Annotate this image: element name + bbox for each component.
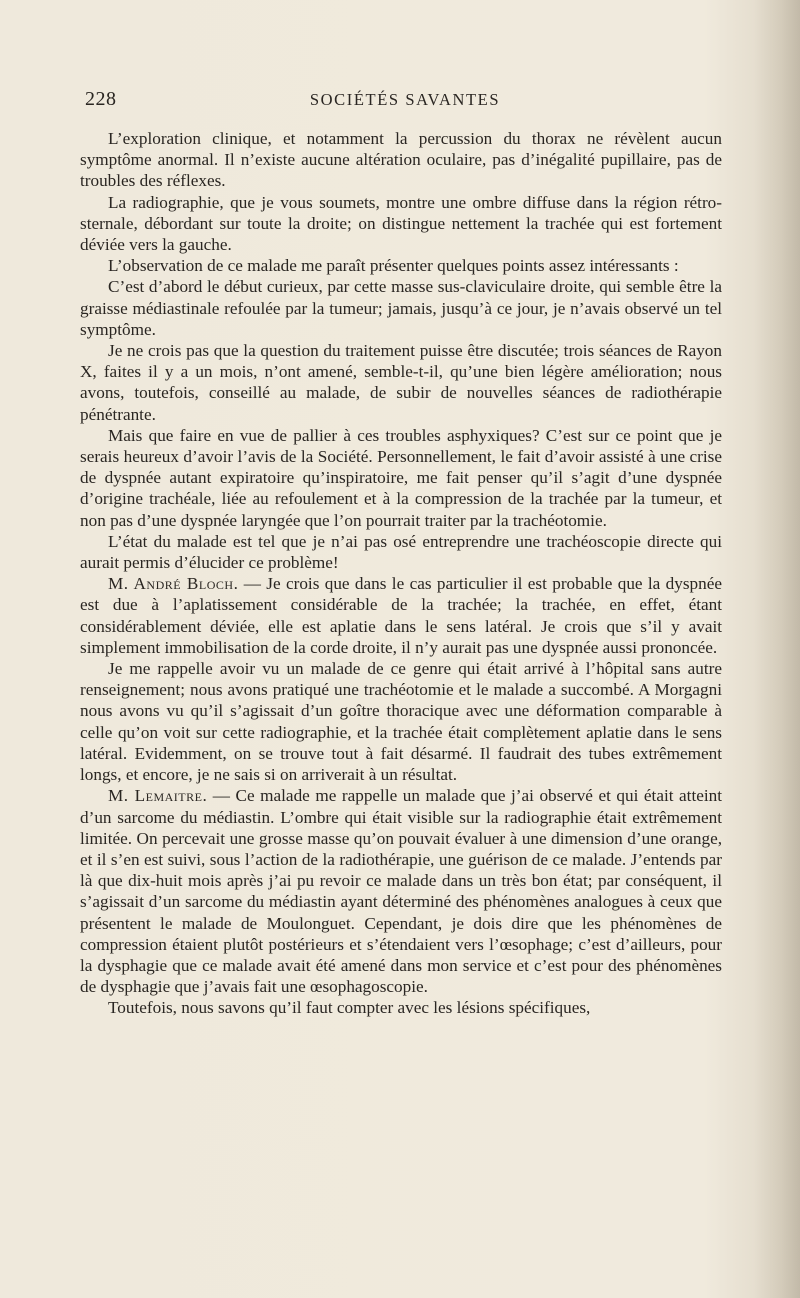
paragraph [80,276,722,340]
paragraph [80,255,722,276]
running-head: SOCIÉTÉS SAVANTES [309,90,501,109]
paragraph [80,425,722,531]
paragraph [80,658,722,785]
speaker-name: M. André Bloch. [108,574,239,594]
page-header [85,88,725,114]
paragraph-text: Je me rappelle avoir vu un malade de ce genre qui était arrivé à l’hôpital sans autre renseignement; nous avons pratiqué une trachéotomie et le malade a succombé. A Morgagni nous avons vu qu’il s’agissait d’un goître thoracique avec une déformation comparable à celle qu’on voit sur cette radiographie, et la trachée était complètement aplatie dans le sens latéral. Evidemment, on se trouve tout à fait désarmé. Il faudrait des tubes extrêmement longs, et encore, je ne sais si on arriverait à un résultat. [80,659,722,785]
paragraph [80,531,722,573]
page-gutter-shadow [754,0,800,1298]
paragraph-speaker-bloch [80,573,722,658]
paragraph-text: L’état du malade est tel que je n’ai pas osé entreprendre une trachéoscopie directe qui aurait permis d’élucider ce problème! [80,531,722,573]
body-text [80,128,722,1019]
paragraph-text: — Ce malade me rappelle un malade que j’ai observé et qui était atteint d’un sarcome du médiastin. L’ombre qui était visible sur la radiographie était extrêmement limitée. On percevait une grosse masse qu’on pouvait évaluer à une dimension d’une orange, et il s’en est suivi, sous l’action de la radiothérapie, une guérison de ce malade. J’entends par là que dix-huit mois après j’ai pu revoir ce malade dans un très bon état; par conséquent, il s’agissait d’un sarcome du médiastin ayant déterminé des phénomènes analogues à ceux que présentent le malade de Moulonguet. Cependant, je dois dire que les phénomènes de compression étaient plutôt postérieurs et s’étendaient vers l’œsophage; c’est d’ailleurs, pour la dysphagie que ce malade avait été amené dans mon service et c’est pour des phénomènes de dysphagie que j’avais fait une œsophagoscopie. [80,786,722,997]
paragraph [80,340,722,425]
paragraph-text: Je ne crois pas que la question du traitement puisse être discutée; trois séances de Rayon X, faites il y a un mois, n’ont amené, semble-t-il, qu’une bien légère amélioration; nous avons, toutefois, conseillé au malade, de subir de nouvelles séances de radiothérapie pénétrante. [80,341,722,424]
paragraph [80,997,722,1018]
paragraph-text: Mais que faire en vue de pallier à ces troubles asphyxiques? C’est sur ce point que je serais heureux d’avoir l’avis de la Société. Personnellement, le fait d’avoir assisté à une crise de dyspnée autant expiratoire qu’inspiratoire, me fait penser qu’il s’agit d’une dyspnée d’origine trachéale, liée au refoulement et à la compression de la trachée par la tumeur, et non pas d’une dyspnée laryngée que l’on pourrait traiter par la trachéotomie. [80,425,722,530]
page-number: 228 [85,88,117,110]
paragraph-text: C’est d’abord le début curieux, par cette masse sus-claviculaire droite, qui semble être la graisse médiastinale refoulée par la tumeur; jamais, jusqu’à ce jour, je n’avais observé un tel symptôme. [80,277,722,339]
paragraph [80,192,722,256]
paragraph-text: L’exploration clinique, et notamment la percussion du thorax ne révèlent aucun symptôme anormal. Il n’existe aucune altération oculaire, pas d’inégalité pupillaire, pas de troubles des réflexes. [80,129,722,191]
paragraph-text: La radiographie, que je vous soumets, montre une ombre diffuse dans la région rétro-sternale, débordant sur toute la droite; on distingue nettement la trachée qui est fortement déviée vers la gauche. [80,192,722,255]
paragraph [80,128,722,192]
paragraph-text: L’observation de ce malade me paraît présenter quelques points assez intéressants : [108,256,679,276]
paragraph-speaker-lemaitre [80,785,722,997]
paragraph-text: Toutefois, nous savons qu’il faut compter avec les lésions spécifiques, [108,998,591,1018]
paragraph-text: — Je crois que dans le cas particulier il est probable que la dyspnée est due à l’aplatissement considérable de la trachée; la trachée, en effet, étant considérablement déviée, elle est aplatie dans le sens latéral. Je crois que s’il y avait simplement immobilisation de la corde droite, il n’y aurait pas une dyspnée aussi prononcée. [80,574,722,657]
speaker-name: M. Lemaitre. [108,786,208,806]
